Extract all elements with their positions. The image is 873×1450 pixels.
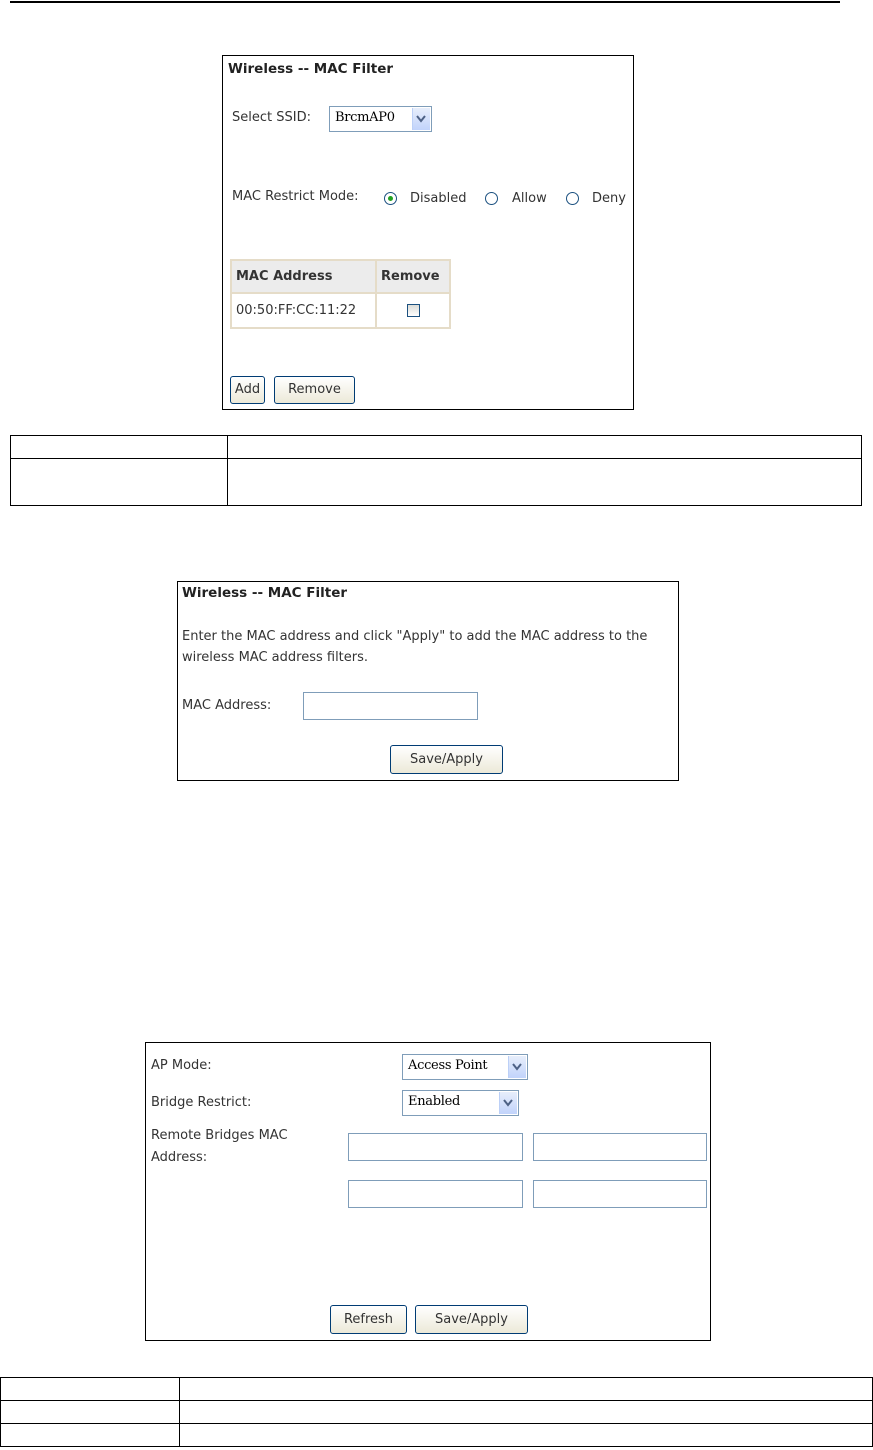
panel-title: Wireless -- MAC Filter xyxy=(228,61,394,77)
remove-checkbox[interactable] xyxy=(407,304,420,317)
remote-bridges-label-line1: Remote Bridges MAC xyxy=(151,1128,288,1143)
remove-header: Remove xyxy=(376,260,450,293)
remote-mac-input-2[interactable] xyxy=(533,1133,707,1161)
table-row xyxy=(1,1401,873,1424)
bridge-restrict-select-value: Enabled xyxy=(408,1094,461,1109)
table-cell xyxy=(1,1401,180,1424)
remove-cell xyxy=(376,293,450,328)
save-apply-button[interactable]: Save/Apply xyxy=(390,745,503,774)
mac-address-input[interactable] xyxy=(303,692,478,720)
mac-filter-panel xyxy=(222,55,634,410)
remote-mac-input-3[interactable] xyxy=(348,1180,523,1208)
radio-deny[interactable] xyxy=(566,192,579,205)
table-row xyxy=(11,459,862,506)
page-top-rule xyxy=(10,1,840,3)
mac-address-cell: 00:50:FF:CC:11:22 xyxy=(231,293,376,328)
instruction-text: Enter the MAC address and click "Apply" to add the MAC address to the wireless MAC address filters. xyxy=(182,629,648,665)
mac-filter-table xyxy=(230,259,451,329)
radio-disabled-label: Disabled xyxy=(410,191,467,206)
table-header-row xyxy=(231,260,450,293)
remove-button[interactable]: Remove xyxy=(274,376,355,404)
radio-deny-label: Deny xyxy=(592,191,626,206)
add-button[interactable]: Add xyxy=(230,376,265,404)
ap-mode-label: AP Mode: xyxy=(151,1058,212,1073)
remote-mac-input-1[interactable] xyxy=(348,1133,523,1161)
mac-address-label: MAC Address: xyxy=(182,698,272,713)
ssid-select-value: BrcmAP0 xyxy=(335,110,395,125)
radio-selected-dot xyxy=(388,196,393,201)
radio-disabled[interactable] xyxy=(384,192,397,205)
chevron-down-icon[interactable] xyxy=(508,1056,526,1078)
ssid-select[interactable] xyxy=(329,106,432,132)
description-table-1 xyxy=(10,435,862,506)
refresh-button[interactable]: Refresh xyxy=(330,1305,407,1334)
radio-allow-label: Allow xyxy=(512,191,547,206)
description-table-2 xyxy=(0,1377,873,1447)
ap-mode-select-value: Access Point xyxy=(408,1058,488,1073)
radio-allow[interactable] xyxy=(485,192,498,205)
mac-address-header: MAC Address xyxy=(231,260,376,293)
chevron-down-icon[interactable] xyxy=(412,108,430,130)
save-apply-button[interactable]: Save/Apply xyxy=(415,1305,528,1334)
table-cell xyxy=(180,1378,873,1401)
table-cell xyxy=(228,459,862,506)
table-row xyxy=(11,436,862,459)
table-row xyxy=(231,293,450,328)
remote-mac-input-4[interactable] xyxy=(533,1180,707,1208)
select-ssid-label: Select SSID: xyxy=(232,110,311,125)
wds-panel xyxy=(145,1042,711,1341)
mac-restrict-mode-label: MAC Restrict Mode: xyxy=(232,189,359,204)
table-cell xyxy=(1,1378,180,1401)
table-cell xyxy=(180,1401,873,1424)
table-cell xyxy=(180,1424,873,1447)
table-cell xyxy=(11,459,228,506)
panel-title: Wireless -- MAC Filter xyxy=(182,585,348,601)
ap-mode-select[interactable] xyxy=(402,1054,528,1080)
add-mac-panel xyxy=(177,581,679,781)
bridge-restrict-select[interactable] xyxy=(402,1090,519,1116)
table-cell xyxy=(228,436,862,459)
table-row xyxy=(1,1424,873,1447)
remote-bridges-label-line2: Address: xyxy=(151,1150,208,1165)
table-cell xyxy=(1,1424,180,1447)
table-row xyxy=(1,1378,873,1401)
table-cell xyxy=(11,436,228,459)
bridge-restrict-label: Bridge Restrict: xyxy=(151,1095,252,1110)
chevron-down-icon[interactable] xyxy=(499,1092,517,1114)
